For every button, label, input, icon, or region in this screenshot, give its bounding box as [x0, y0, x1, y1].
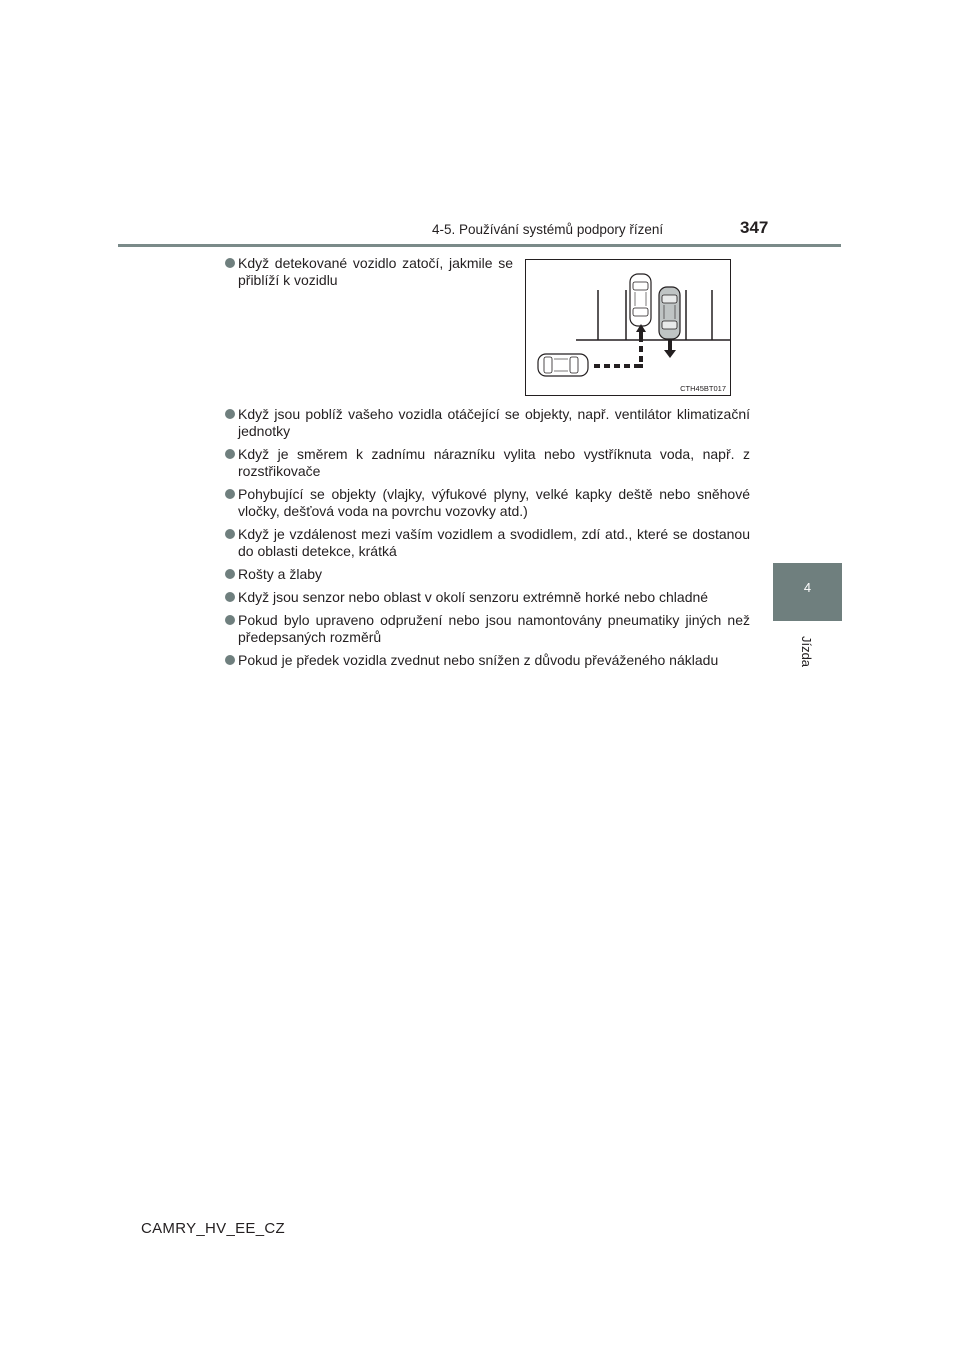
list-item-text: Pokud je předek vozidla zvednut nebo snížen z důvodu převáženého nákladu — [238, 652, 719, 668]
own-car-icon — [630, 274, 651, 326]
chapter-label-text: Jízda — [799, 635, 815, 667]
list-item-text: Když je vzdálenost mezi vaším vozidlem a svodidlem, zdí atd., které se dostanou do oblasti detekce, krátká — [238, 526, 750, 559]
parking-diagram — [526, 260, 732, 397]
list-item-text: Když jsou poblíž vašeho vozidla otáčející se objekty, např. ventilátor klimatizační jednotky — [238, 406, 750, 439]
chapter-tab — [773, 563, 842, 621]
list-item — [225, 486, 750, 520]
figure-code: CTH45BT017 — [680, 384, 726, 393]
bullet-icon — [225, 529, 235, 539]
header-rule — [118, 244, 841, 247]
header-title: 4-5. Používání systémů podpory řízení — [432, 222, 664, 237]
list-item — [225, 526, 750, 560]
list-item — [225, 566, 750, 583]
list-item — [225, 652, 750, 669]
bullet-icon — [225, 409, 235, 419]
list-item-text: Pokud bylo upraveno odpružení nebo jsou namontovány pneumatiky jiných než předepsaných rozměrů — [238, 612, 750, 645]
bullet-icon — [225, 449, 235, 459]
dashed-path-icon — [594, 346, 643, 368]
list-item-text: Když jsou senzor nebo oblast v okolí senzoru extrémně horké nebo chladné — [238, 589, 709, 605]
list-item-text: Když detekované vozidlo zatočí, jakmile se přiblíží k vozidlu — [238, 255, 513, 288]
detected-car-icon — [659, 287, 680, 339]
bullet-icon — [225, 615, 235, 625]
chapter-label — [784, 628, 830, 674]
list-item — [225, 406, 750, 440]
approaching-car-icon — [538, 354, 588, 376]
bullet-icon — [225, 655, 235, 665]
list-item-text: Rošty a žlaby — [238, 566, 323, 582]
down-arrow-icon — [664, 340, 676, 358]
bullet-icon — [225, 258, 235, 268]
footer-doc-code: CAMRY_HV_EE_CZ — [141, 1220, 285, 1237]
bullet-icon — [225, 569, 235, 579]
list-item — [225, 612, 750, 646]
list-item — [225, 446, 750, 480]
list-item-text: Když je směrem k zadnímu nárazníku vylita nebo vystříknuta voda, např. z rozstřikovače — [238, 446, 750, 479]
bullet-icon — [225, 489, 235, 499]
page-number: 347 — [740, 218, 769, 237]
bullet-icon — [225, 592, 235, 602]
list-item — [225, 589, 750, 606]
chapter-number: 4 — [803, 580, 812, 595]
parking-illustration — [525, 259, 731, 396]
list-item-text: Pohybující se objekty (vlajky, výfukové plyny, velké kapky deště nebo sněhové vločky, dešťová voda na povrchu vozovky atd.) — [238, 486, 750, 519]
list-item — [225, 255, 513, 400]
